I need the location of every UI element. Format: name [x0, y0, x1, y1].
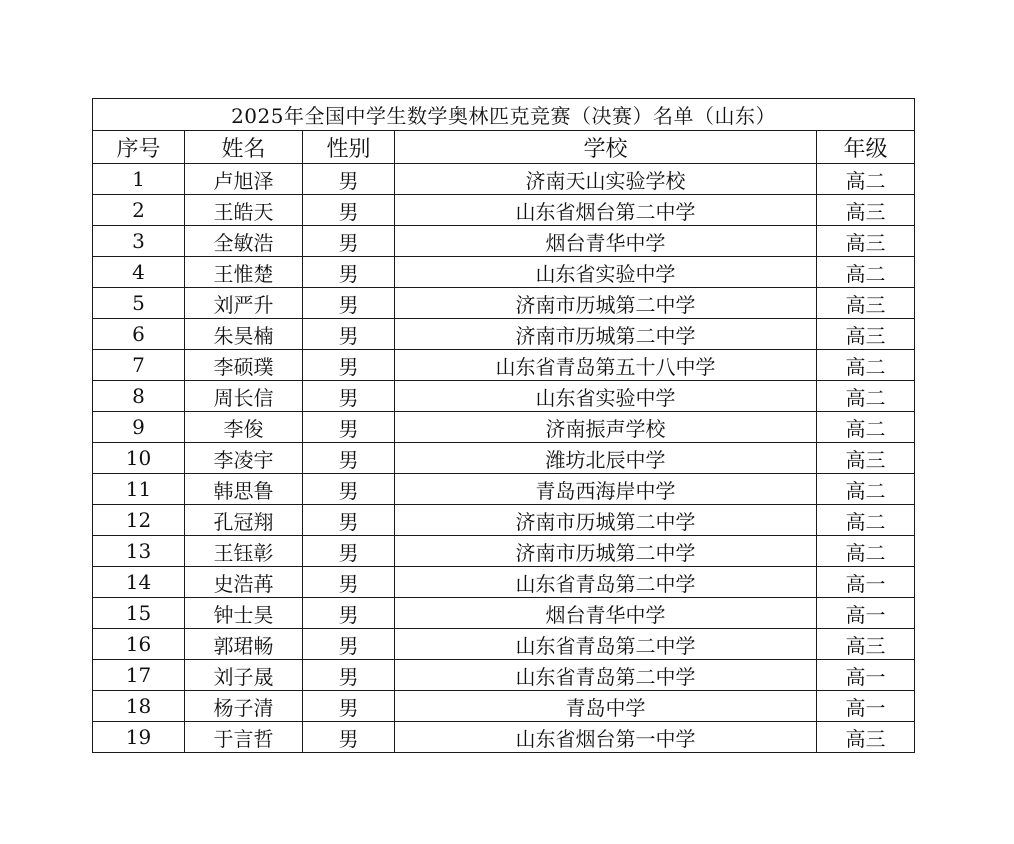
- cell-gender: 男: [303, 257, 395, 288]
- cell-gender: 男: [303, 567, 395, 598]
- header-index: 序号: [93, 131, 185, 164]
- cell-school: 山东省青岛第二中学: [395, 629, 817, 660]
- table-row: [93, 164, 915, 195]
- cell-school: 山东省青岛第二中学: [395, 567, 817, 598]
- cell-school: 山东省实验中学: [395, 381, 817, 412]
- cell-school: 山东省青岛第五十八中学: [395, 350, 817, 381]
- cell-index: 11: [93, 474, 185, 505]
- cell-grade: 高二: [817, 350, 915, 381]
- cell-index: 12: [93, 505, 185, 536]
- cell-school: 济南市历城第二中学: [395, 288, 817, 319]
- cell-gender: 男: [303, 536, 395, 567]
- cell-index: 14: [93, 567, 185, 598]
- finalist-table: [92, 98, 915, 753]
- table-row: [93, 288, 915, 319]
- cell-index: 8: [93, 381, 185, 412]
- cell-index: 18: [93, 691, 185, 722]
- cell-index: 4: [93, 257, 185, 288]
- cell-school: 青岛西海岸中学: [395, 474, 817, 505]
- cell-gender: 男: [303, 443, 395, 474]
- cell-name: 杨子清: [185, 691, 303, 722]
- table-row: [93, 474, 915, 505]
- cell-grade: 高二: [817, 164, 915, 195]
- cell-school: 济南市历城第二中学: [395, 505, 817, 536]
- header-name: 姓名: [185, 131, 303, 164]
- table-row: [93, 536, 915, 567]
- cell-grade: 高二: [817, 381, 915, 412]
- cell-index: 10: [93, 443, 185, 474]
- cell-name: 王惟楚: [185, 257, 303, 288]
- cell-gender: 男: [303, 598, 395, 629]
- cell-gender: 男: [303, 288, 395, 319]
- table-row: [93, 505, 915, 536]
- cell-index: 1: [93, 164, 185, 195]
- cell-index: 13: [93, 536, 185, 567]
- cell-gender: 男: [303, 195, 395, 226]
- cell-index: 17: [93, 660, 185, 691]
- cell-name: 卢旭泽: [185, 164, 303, 195]
- cell-name: 于言哲: [185, 722, 303, 753]
- table-row: [93, 381, 915, 412]
- cell-name: 孔冠翔: [185, 505, 303, 536]
- cell-grade: 高二: [817, 257, 915, 288]
- cell-school: 潍坊北辰中学: [395, 443, 817, 474]
- cell-name: 钟士昊: [185, 598, 303, 629]
- cell-gender: 男: [303, 412, 395, 443]
- table-body: [93, 99, 915, 753]
- cell-grade: 高二: [817, 474, 915, 505]
- cell-grade: 高一: [817, 660, 915, 691]
- header-school: 学校: [395, 131, 817, 164]
- cell-grade: 高一: [817, 691, 915, 722]
- cell-grade: 高三: [817, 629, 915, 660]
- cell-gender: 男: [303, 226, 395, 257]
- cell-school: 山东省实验中学: [395, 257, 817, 288]
- cell-school: 山东省青岛第二中学: [395, 660, 817, 691]
- cell-grade: 高一: [817, 598, 915, 629]
- cell-name: 刘严升: [185, 288, 303, 319]
- cell-school: 济南天山实验学校: [395, 164, 817, 195]
- header-row: [93, 131, 915, 164]
- cell-index: 19: [93, 722, 185, 753]
- cell-index: 3: [93, 226, 185, 257]
- cell-index: 7: [93, 350, 185, 381]
- cell-index: 6: [93, 319, 185, 350]
- table-row: [93, 195, 915, 226]
- cell-index: 5: [93, 288, 185, 319]
- cell-grade: 高三: [817, 722, 915, 753]
- header-gender: 性别: [303, 131, 395, 164]
- cell-name: 郭珺畅: [185, 629, 303, 660]
- cell-grade: 高三: [817, 288, 915, 319]
- cell-name: 王皓天: [185, 195, 303, 226]
- cell-gender: 男: [303, 629, 395, 660]
- cell-index: 2: [93, 195, 185, 226]
- cell-name: 李硕璞: [185, 350, 303, 381]
- cell-gender: 男: [303, 319, 395, 350]
- cell-school: 山东省烟台第二中学: [395, 195, 817, 226]
- cell-gender: 男: [303, 381, 395, 412]
- table-row: [93, 722, 915, 753]
- cell-gender: 男: [303, 350, 395, 381]
- title-row: [93, 99, 915, 131]
- table-row: [93, 567, 915, 598]
- cell-name: 史浩苒: [185, 567, 303, 598]
- cell-grade: 高一: [817, 567, 915, 598]
- cell-gender: 男: [303, 474, 395, 505]
- cell-gender: 男: [303, 505, 395, 536]
- cell-school: 山东省烟台第一中学: [395, 722, 817, 753]
- cell-name: 全敏浩: [185, 226, 303, 257]
- cell-school: 济南市历城第二中学: [395, 319, 817, 350]
- cell-grade: 高三: [817, 319, 915, 350]
- cell-grade: 高三: [817, 226, 915, 257]
- table-row: [93, 691, 915, 722]
- table-row: [93, 319, 915, 350]
- table-row: [93, 598, 915, 629]
- cell-gender: 男: [303, 164, 395, 195]
- cell-name: 王钰彰: [185, 536, 303, 567]
- table-row: [93, 660, 915, 691]
- cell-school: 青岛中学: [395, 691, 817, 722]
- cell-grade: 高二: [817, 505, 915, 536]
- cell-school: 济南振声学校: [395, 412, 817, 443]
- cell-name: 韩思鲁: [185, 474, 303, 505]
- cell-name: 李凌宇: [185, 443, 303, 474]
- cell-index: 15: [93, 598, 185, 629]
- cell-grade: 高二: [817, 536, 915, 567]
- cell-gender: 男: [303, 660, 395, 691]
- table-row: [93, 350, 915, 381]
- table-row: [93, 629, 915, 660]
- cell-school: 烟台青华中学: [395, 226, 817, 257]
- table-row: [93, 443, 915, 474]
- cell-index: 9: [93, 412, 185, 443]
- cell-name: 李俊: [185, 412, 303, 443]
- cell-grade: 高二: [817, 412, 915, 443]
- cell-name: 周长信: [185, 381, 303, 412]
- header-grade: 年级: [817, 131, 915, 164]
- cell-gender: 男: [303, 722, 395, 753]
- table-row: [93, 412, 915, 443]
- table-row: [93, 257, 915, 288]
- cell-grade: 高三: [817, 443, 915, 474]
- cell-index: 16: [93, 629, 185, 660]
- cell-school: 烟台青华中学: [395, 598, 817, 629]
- cell-school: 济南市历城第二中学: [395, 536, 817, 567]
- cell-grade: 高三: [817, 195, 915, 226]
- cell-gender: 男: [303, 691, 395, 722]
- cell-name: 朱昊楠: [185, 319, 303, 350]
- cell-name: 刘子晟: [185, 660, 303, 691]
- table-title: 2025年全国中学生数学奥林匹克竞赛（决赛）名单（山东）: [93, 99, 915, 131]
- table-row: [93, 226, 915, 257]
